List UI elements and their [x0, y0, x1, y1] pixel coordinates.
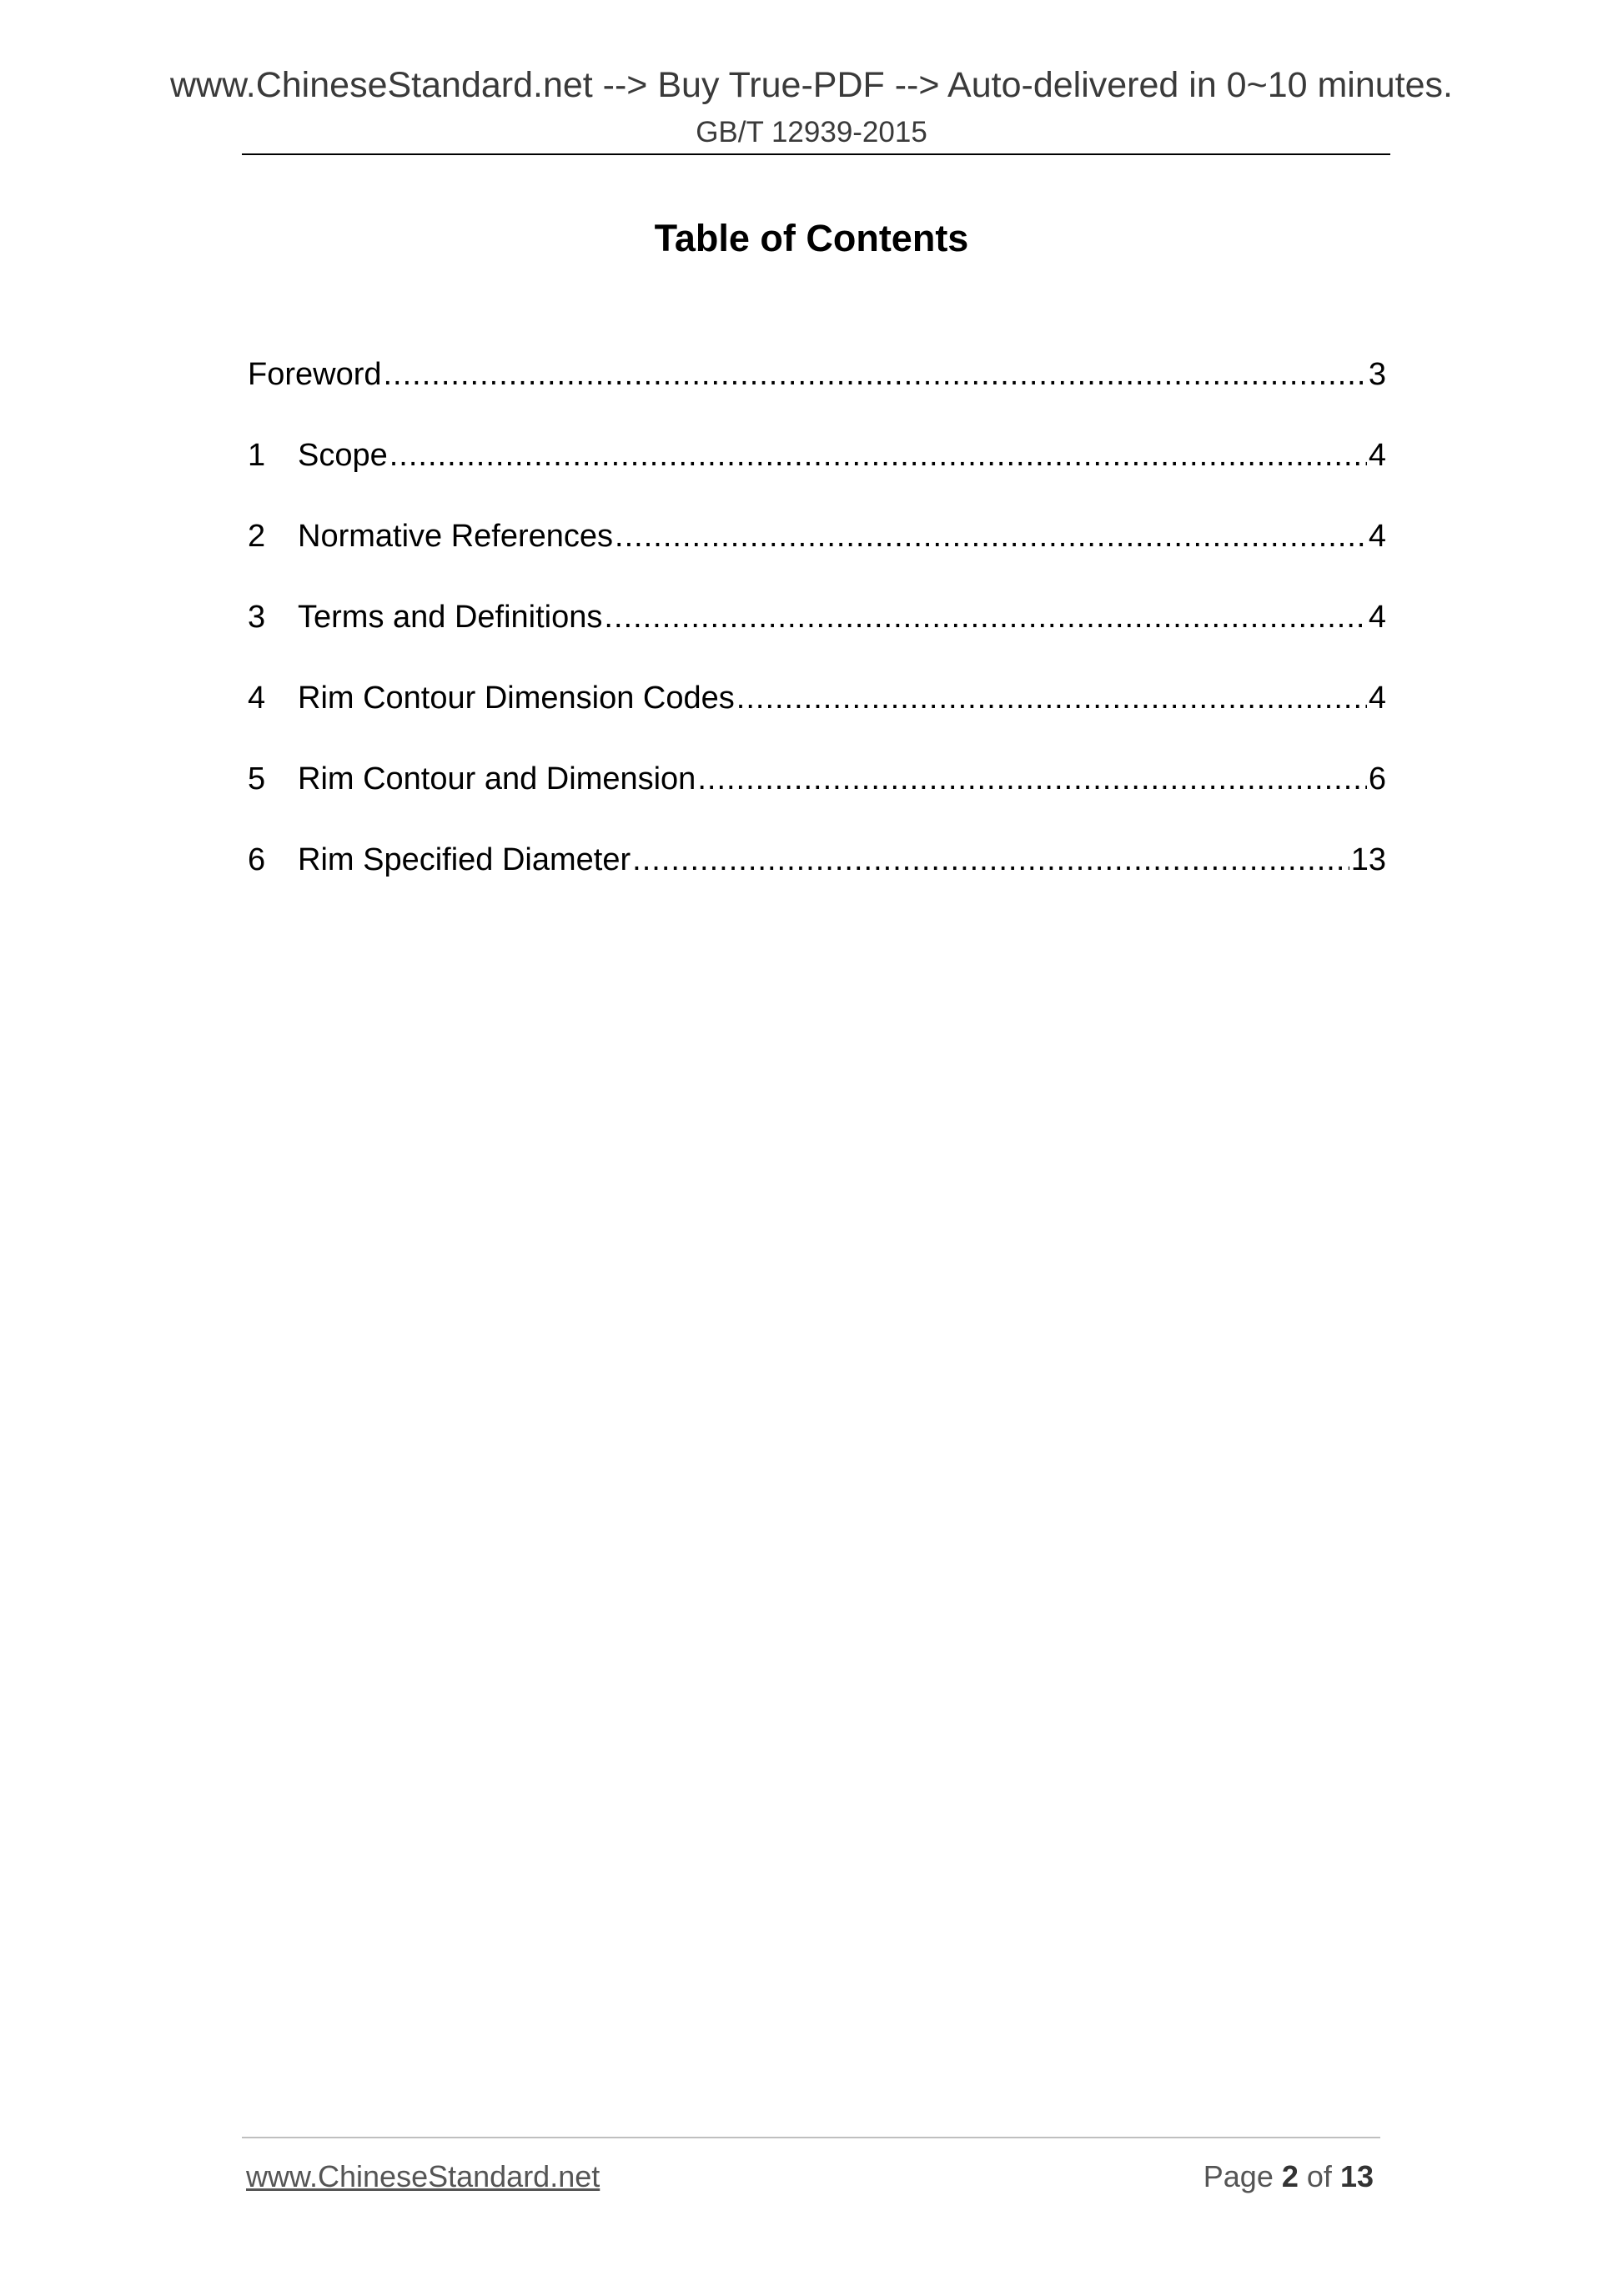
toc-entry-label: Rim Contour Dimension Codes [298, 681, 735, 716]
toc-entry-page: 6 [1368, 761, 1386, 796]
toc-entry-page: 4 [1368, 600, 1386, 635]
toc-entry-number: 1 [248, 438, 266, 473]
toc-entry-label: Foreword [248, 357, 382, 392]
footer-website-link[interactable]: www.ChineseStandard.net [246, 2159, 600, 2193]
toc-entry-label: Scope [298, 438, 388, 473]
page-of: of [1306, 2159, 1332, 2193]
toc-dot-leader [604, 593, 1366, 641]
toc-entry-page: 13 [1350, 842, 1386, 877]
header-divider [242, 153, 1390, 155]
toc-entry-number: 6 [248, 842, 266, 877]
toc-entry-label: Rim Contour and Dimension [298, 761, 696, 796]
document-id: GB/T 12939-2015 [696, 116, 927, 148]
toc-entry-normative-references[interactable] [248, 512, 1386, 593]
toc-entry-label: Rim Specified Diameter [298, 842, 631, 877]
toc-title: Table of Contents [654, 217, 969, 259]
toc-dot-leader [736, 674, 1367, 722]
toc-entry-page: 4 [1368, 438, 1386, 473]
header-banner: www.ChineseStandard.net --> Buy True-PDF --> Auto-delivered in 0~10 minutes. [169, 65, 1453, 105]
toc-dot-leader [632, 836, 1349, 884]
toc-dot-leader [384, 350, 1367, 399]
current-page-number: 2 [1281, 2159, 1299, 2193]
toc-entry-rim-specified-diameter[interactable] [248, 836, 1386, 917]
toc-entry-scope[interactable] [248, 431, 1386, 512]
toc-dot-leader [697, 755, 1367, 803]
page-indicator [1203, 2158, 1374, 2195]
toc-dot-leader [615, 512, 1367, 560]
toc-dot-leader [389, 431, 1367, 480]
toc-entry-page: 4 [1368, 681, 1386, 716]
toc-entry-rim-contour-and-dimension[interactable] [248, 755, 1386, 836]
toc-entry-terms-and-definitions[interactable] [248, 593, 1386, 674]
toc-entry-rim-contour-dimension-codes[interactable] [248, 674, 1386, 755]
toc-entry-label: Terms and Definitions [298, 600, 603, 635]
total-page-count: 13 [1339, 2159, 1374, 2193]
toc-entry-page: 4 [1368, 519, 1386, 554]
toc-entry-page: 3 [1368, 357, 1386, 392]
toc-entry-foreword[interactable] [248, 350, 1386, 431]
page-prefix: Page [1203, 2159, 1274, 2193]
toc-list [248, 350, 1386, 917]
toc-entry-number: 3 [248, 600, 266, 635]
toc-entry-number: 4 [248, 681, 266, 716]
toc-entry-number: 2 [248, 519, 266, 554]
toc-entry-label: Normative References [298, 519, 614, 554]
toc-entry-number: 5 [248, 761, 266, 796]
footer-divider [242, 2137, 1380, 2138]
